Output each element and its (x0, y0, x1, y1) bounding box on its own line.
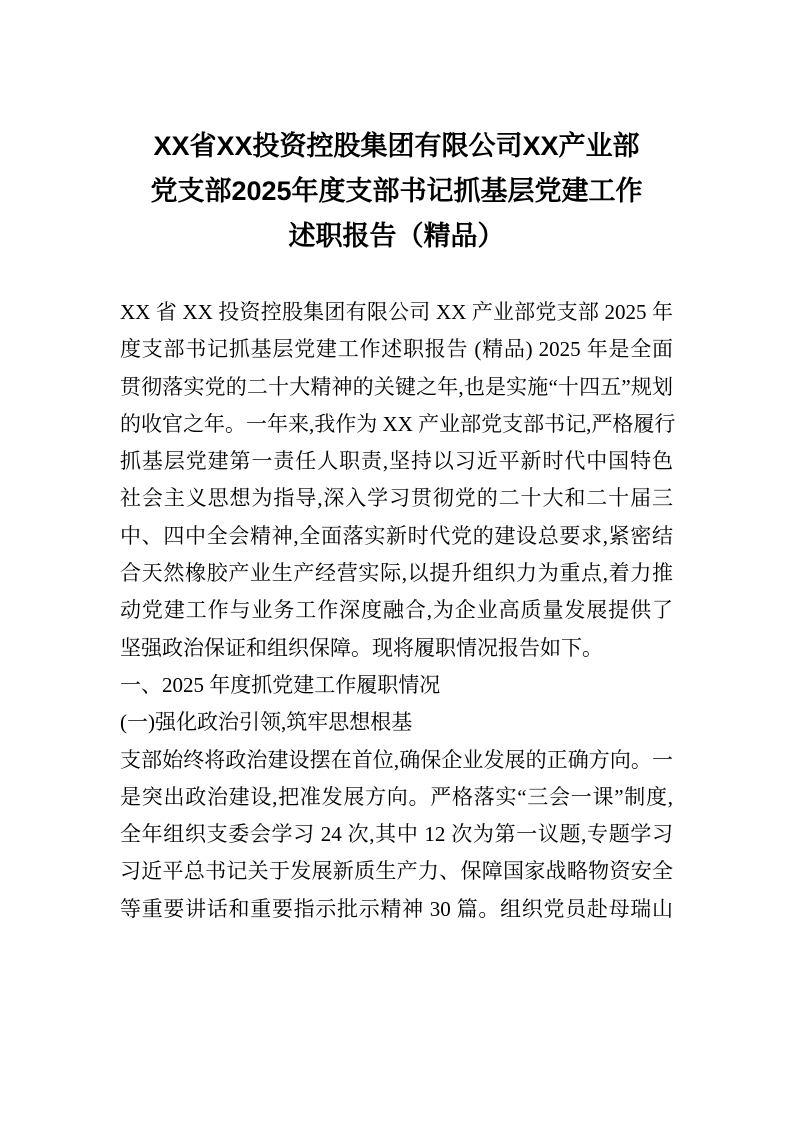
title-line-2: 党支部2025年度支部书记抓基层党建工作 (150, 176, 643, 206)
paragraph-line: 习近平总书记关于发展新质生产力、保障国家战略物资安全 (120, 859, 673, 884)
paragraph-line: 抓基层党建第一责任人职责,坚持以习近平新时代中国特色 (120, 449, 673, 474)
paragraph-line: 支部始终将政治建设摆在首位,确保企业发展的正确方向。一 (120, 747, 673, 772)
title-line-1: XX省XX投资控股集团有限公司XX产业部 (153, 131, 640, 161)
paragraph-line: 的收官之年。一年来,我作为 XX 产业部党支部书记,严格履行 (120, 411, 676, 436)
document-body (120, 294, 676, 928)
paragraph-line: 度支部书记抓基层党建工作述职报告 (精品) 2025 年是全面 (120, 337, 673, 362)
paragraph-line: 坚强政治保证和组织保障。现将履职情况报告如下。 (120, 635, 603, 660)
subsection-heading: (一)强化政治引领,筑牢思想根基 (120, 710, 413, 735)
title-line-3: 述职报告（精品） (288, 221, 505, 251)
paragraph-line: 社会主义思想为指导,深入学习贯彻党的二十大和二十届三 (120, 486, 673, 511)
document-title (110, 124, 683, 259)
paragraph-line: 全年组织支委会学习 24 次,其中 12 次为第一议题,专题学习 (120, 822, 673, 847)
paragraph-line: 合天然橡胶产业生产经营实际,以提升组织力为重点,着力推 (120, 561, 673, 586)
section-heading: 一、2025 年度抓党建工作履职情况 (120, 672, 441, 697)
paragraph-line: 是突出政治建设,把准发展方向。严格落实“三会一课”制度, (120, 784, 673, 809)
paragraph-line: 等重要讲话和重要指示批示精神 30 篇。组织党员赴母瑞山 (120, 896, 673, 921)
paragraph-line: XX 省 XX 投资控股集团有限公司 XX 产业部党支部 2025 年 (120, 300, 673, 324)
paragraph-line: 中、四中全会精神,全面落实新时代党的建设总要求,紧密结 (120, 523, 673, 548)
paragraph-line: 贯彻落实党的二十大精神的关键之年,也是实施“十四五”规划 (120, 374, 673, 399)
paragraph-line: 动党建工作与业务工作深度融合,为企业高质量发展提供了 (120, 598, 673, 623)
